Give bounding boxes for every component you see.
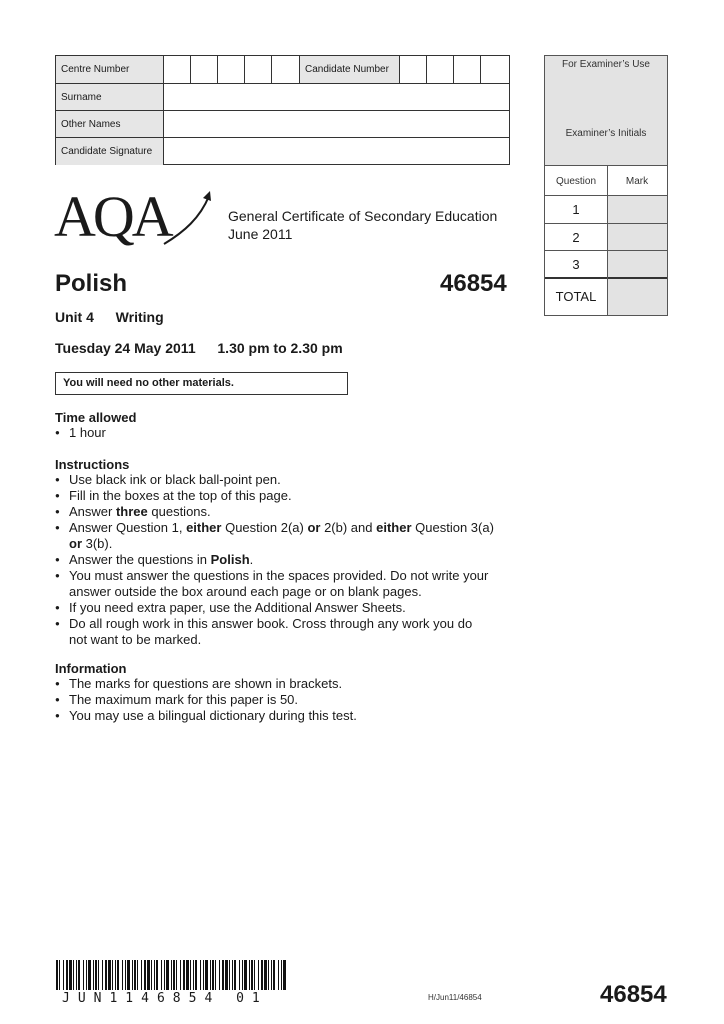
paper-reference: H/Jun11/46854 — [428, 993, 482, 1002]
centre-number-box[interactable] — [218, 56, 245, 83]
candidate-number-box[interactable] — [454, 56, 481, 83]
unit-number: Unit 4 — [55, 309, 94, 325]
exam-datetime — [55, 340, 343, 356]
centre-number-box[interactable] — [272, 56, 300, 83]
list-item: ● The maximum mark for this paper is 50. — [55, 692, 525, 708]
candidate-number-box[interactable] — [481, 56, 509, 83]
list-item: ● Fill in the boxes at the top of this page. — [55, 488, 525, 504]
total-label: TOTAL — [555, 289, 597, 304]
examiner-use-header — [545, 56, 667, 165]
aqa-logo — [54, 184, 214, 250]
list-item: ● Answer three questions. — [55, 504, 525, 520]
list-item: ● You may use a bilingual dictionary during this test. — [55, 708, 525, 724]
list-item: ● Use black ink or black ball-point pen. — [55, 472, 525, 488]
list-item: ● Do all rough work in this answer book. Cross through any work you do not want to be marked. — [55, 616, 525, 648]
aqa-swoosh-icon — [54, 184, 214, 250]
signature-row — [56, 137, 509, 165]
instructions-title: Instructions — [55, 457, 130, 472]
qualification — [228, 207, 497, 243]
list-item: ● 1 hour — [55, 425, 525, 441]
centre-number-row — [56, 56, 509, 83]
materials-notice: You will need no other materials. — [55, 372, 348, 395]
barcode-icon — [56, 960, 286, 990]
examiner-use-title: For Examiner’s Use — [562, 59, 650, 70]
surname-field[interactable] — [164, 84, 509, 110]
paper-code: 46854 — [440, 270, 507, 297]
list-item: ● The marks for questions are shown in brackets. — [55, 676, 525, 692]
question-number: 1 — [572, 202, 580, 217]
other-names-field[interactable] — [164, 111, 509, 137]
candidate-signature-field[interactable] — [164, 138, 509, 165]
list-item: ● You must answer the questions in the spaces provided. Do not write your answer outside the box around each page or on blank pages. — [55, 568, 525, 600]
centre-number-label: Centre Number — [56, 56, 164, 83]
other-names-label: Other Names — [56, 111, 164, 137]
barcode-text: JUN1146854 01 — [62, 991, 268, 1006]
mark-cells[interactable] — [607, 196, 667, 278]
subject-title: Polish — [55, 270, 128, 297]
total-mark-cell[interactable] — [607, 279, 667, 315]
information-title: Information — [55, 661, 127, 676]
surname-row — [56, 83, 509, 110]
question-header: Question — [555, 176, 597, 187]
question-number: 3 — [572, 257, 580, 272]
candidate-number-box[interactable] — [400, 56, 427, 83]
list-item: ● Answer the questions in Polish. — [55, 552, 525, 568]
centre-number-box[interactable] — [191, 56, 218, 83]
examiner-initials-label: Examiner’s Initials — [565, 128, 647, 139]
aqa-logo-text: AQA — [54, 184, 171, 249]
exam-series: June 2011 — [228, 226, 293, 242]
candidate-number-label: Candidate Number — [300, 56, 400, 83]
candidate-details-box — [55, 55, 510, 165]
exam-date: Tuesday 24 May 2011 — [55, 340, 196, 356]
footer-paper-code: 46854 — [600, 981, 667, 1008]
centre-number-box[interactable] — [245, 56, 272, 83]
other-names-row — [56, 110, 509, 137]
candidate-signature-label: Candidate Signature — [56, 138, 164, 165]
examiner-use-box — [544, 55, 668, 316]
centre-number-box[interactable] — [164, 56, 191, 83]
list-item: ● Answer Question 1, either Question 2(a) or 2(b) and either Question 3(a) or 3(b). — [55, 520, 525, 552]
exam-time: 1.30 pm to 2.30 pm — [217, 340, 343, 356]
unit-name: Writing — [115, 309, 164, 325]
question-number: 2 — [572, 230, 580, 245]
instructions-section — [55, 457, 525, 648]
time-allowed-title: Time allowed — [55, 410, 137, 425]
list-item: ● If you need extra paper, use the Additional Answer Sheets. — [55, 600, 525, 616]
candidate-number-box[interactable] — [427, 56, 454, 83]
time-allowed-section — [55, 410, 525, 441]
qualification-title: General Certificate of Secondary Education — [228, 208, 498, 224]
surname-label: Surname — [56, 84, 164, 110]
barcode — [56, 960, 286, 990]
mark-header: Mark — [625, 176, 649, 187]
unit-line — [55, 309, 164, 325]
information-section — [55, 661, 525, 724]
